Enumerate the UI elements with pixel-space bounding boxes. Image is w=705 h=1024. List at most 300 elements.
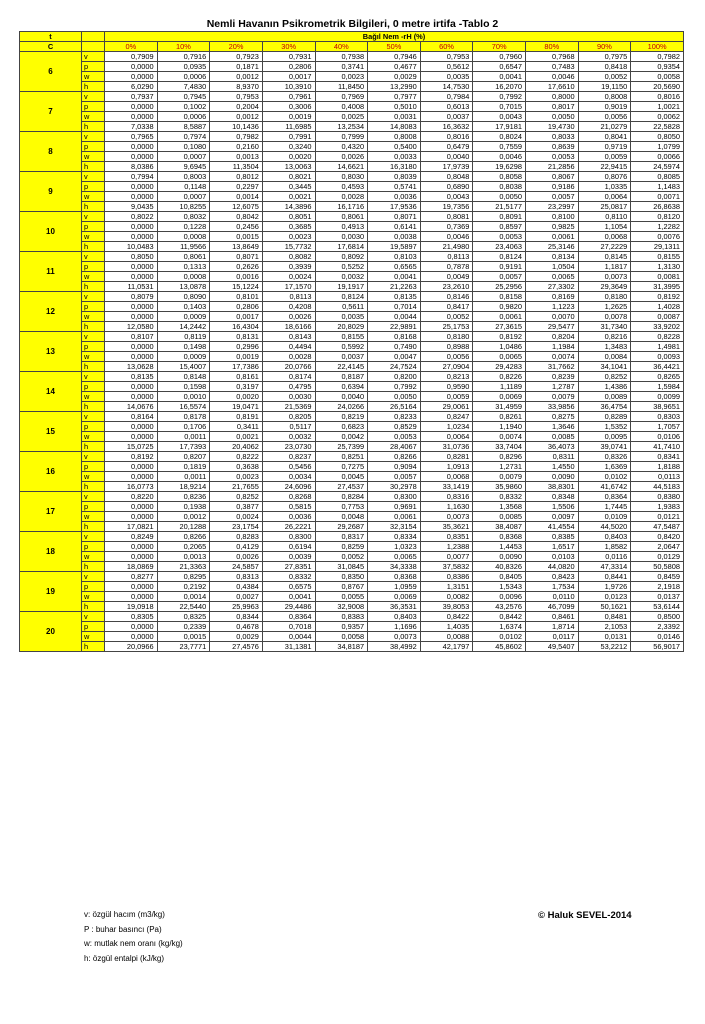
table-cell: 20,8029: [315, 322, 368, 332]
table-cell: 0,0082: [420, 592, 473, 602]
table-cell: 0,0041: [262, 592, 315, 602]
table-cell: 36,3531: [368, 602, 421, 612]
table-cell: 20,1288: [157, 522, 210, 532]
table-cell: 0,0030: [262, 392, 315, 402]
table-cell: 0,0146: [631, 632, 684, 642]
table-cell: 0,8300: [368, 492, 421, 502]
table-row: [20, 322, 684, 332]
table-cell: 0,8441: [578, 572, 631, 582]
table-cell: 0,0000: [105, 392, 158, 402]
table-cell: 0,0009: [157, 352, 210, 362]
table-cell: 13,0878: [157, 282, 210, 292]
table-cell: 0,9019: [578, 102, 631, 112]
table-cell: 0,4208: [262, 302, 315, 312]
table-cell: 0,8016: [420, 132, 473, 142]
table-cell: 0,8213: [420, 372, 473, 382]
table-cell: 0,0035: [315, 312, 368, 322]
table-cell: 0,0046: [420, 232, 473, 242]
table-cell: 19,6298: [473, 162, 526, 172]
variable-label: h: [82, 242, 105, 252]
table-cell: 1,3483: [578, 342, 631, 352]
table-cell: 0,8180: [578, 292, 631, 302]
table-row: [20, 262, 684, 272]
table-row: [20, 592, 684, 602]
table-cell: 0,0059: [578, 152, 631, 162]
variable-label: p: [82, 222, 105, 232]
table-cell: 1,8582: [578, 542, 631, 552]
table-cell: 31,4959: [473, 402, 526, 412]
table-cell: 0,8459: [631, 572, 684, 582]
header-percent: 100%: [631, 42, 684, 52]
table-cell: 0,0110: [526, 592, 579, 602]
table-cell: 0,0017: [210, 312, 263, 322]
table-cell: 34,8187: [315, 642, 368, 652]
legend-item: P : buhar basıncı (Pa): [84, 924, 162, 934]
table-cell: 0,0090: [473, 552, 526, 562]
table-cell: 0,7931: [262, 52, 315, 62]
table-cell: 2,0647: [631, 542, 684, 552]
table-cell: 0,6394: [315, 382, 368, 392]
table-cell: 19,7356: [420, 202, 473, 212]
table-cell: 0,8174: [262, 372, 315, 382]
table-cell: 0,0019: [262, 112, 315, 122]
table-cell: 0,8012: [210, 172, 263, 182]
table-cell: 0,9186: [526, 182, 579, 192]
table-cell: 0,0012: [210, 72, 263, 82]
table-cell: 0,7369: [420, 222, 473, 232]
header-percent: 40%: [315, 42, 368, 52]
table-cell: 0,2996: [210, 342, 263, 352]
table-cell: 0,9825: [526, 222, 579, 232]
variable-label: v: [82, 332, 105, 342]
table-cell: 29,4283: [473, 362, 526, 372]
table-cell: 0,8313: [210, 572, 263, 582]
table-cell: 44,0820: [526, 562, 579, 572]
table-cell: 0,0000: [105, 542, 158, 552]
table-cell: 19,1150: [578, 82, 631, 92]
table-cell: 30,2978: [368, 482, 421, 492]
table-cell: 21,3363: [157, 562, 210, 572]
table-cell: 36,4073: [526, 442, 579, 452]
table-cell: 0,9094: [368, 462, 421, 472]
table-cell: 1,7057: [631, 422, 684, 432]
table-cell: 29,1311: [631, 242, 684, 252]
table-cell: 53,2212: [578, 642, 631, 652]
table-cell: 10,1436: [210, 122, 263, 132]
table-cell: 0,0069: [473, 392, 526, 402]
table-cell: 0,7999: [315, 132, 368, 142]
table-cell: 1,0234: [420, 422, 473, 432]
table-cell: 16,3180: [368, 162, 421, 172]
variable-label: v: [82, 492, 105, 502]
variable-label: h: [82, 322, 105, 332]
table-cell: 0,0000: [105, 462, 158, 472]
table-cell: 1,1054: [578, 222, 631, 232]
table-cell: 19,1917: [315, 282, 368, 292]
table-cell: 0,8146: [420, 292, 473, 302]
table-cell: 0,0076: [631, 232, 684, 242]
table-cell: 23,2997: [526, 202, 579, 212]
table-cell: 0,0068: [578, 232, 631, 242]
table-cell: 0,0000: [105, 432, 158, 442]
header-percent: 70%: [473, 42, 526, 52]
header-percent: 10%: [157, 42, 210, 52]
table-cell: 0,8350: [315, 572, 368, 582]
table-cell: 1,5352: [578, 422, 631, 432]
table-cell: 0,8418: [578, 62, 631, 72]
table-cell: 0,8266: [157, 532, 210, 542]
table-cell: 0,0050: [526, 112, 579, 122]
table-cell: 13,8649: [210, 242, 263, 252]
table-cell: 1,3568: [473, 502, 526, 512]
table-cell: 0,0000: [105, 582, 158, 592]
table-cell: 0,5252: [315, 262, 368, 272]
table-cell: 0,7982: [631, 52, 684, 62]
table-cell: 0,8021: [262, 172, 315, 182]
table-cell: 0,0053: [473, 232, 526, 242]
table-cell: 0,2626: [210, 262, 263, 272]
table-cell: 0,7969: [315, 92, 368, 102]
variable-label: w: [82, 352, 105, 362]
table-cell: 0,0011: [157, 432, 210, 442]
table-row: [20, 272, 684, 282]
table-cell: 0,0057: [473, 272, 526, 282]
table-cell: 24,6096: [262, 482, 315, 492]
table-cell: 0,0024: [210, 512, 263, 522]
table-cell: 0,8251: [315, 452, 368, 462]
table-cell: 47,5487: [631, 522, 684, 532]
table-cell: 16,0773: [105, 482, 158, 492]
table-cell: 50,5808: [631, 562, 684, 572]
table-cell: 0,8403: [578, 532, 631, 542]
table-cell: 25,2956: [473, 282, 526, 292]
table-cell: 0,8341: [631, 452, 684, 462]
temperature-cell: 9: [20, 172, 82, 212]
table-cell: 0,0025: [315, 112, 368, 122]
table-cell: 0,6479: [420, 142, 473, 152]
table-cell: 0,8200: [368, 372, 421, 382]
table-row: [20, 102, 684, 112]
table-cell: 0,8076: [578, 172, 631, 182]
temperature-cell: 13: [20, 332, 82, 372]
temperature-cell: 19: [20, 572, 82, 612]
table-cell: 0,0000: [105, 182, 158, 192]
psychrometric-table: [19, 31, 684, 652]
table-row: [20, 52, 684, 62]
table-cell: 46,7099: [526, 602, 579, 612]
table-cell: 0,0088: [420, 632, 473, 642]
table-cell: 0,0103: [526, 552, 579, 562]
table-cell: 0,1313: [157, 262, 210, 272]
table-cell: 1,1483: [631, 182, 684, 192]
variable-label: h: [82, 202, 105, 212]
table-cell: 0,4795: [262, 382, 315, 392]
table-row: [20, 192, 684, 202]
table-cell: 0,4593: [315, 182, 368, 192]
header-percent: 30%: [262, 42, 315, 52]
table-cell: 27,2229: [578, 242, 631, 252]
table-cell: 0,8305: [105, 612, 158, 622]
table-cell: 0,8481: [578, 612, 631, 622]
table-cell: 0,0052: [578, 72, 631, 82]
table-cell: 0,0000: [105, 382, 158, 392]
table-cell: 0,8500: [631, 612, 684, 622]
table-cell: 11,8450: [315, 82, 368, 92]
table-cell: 0,8228: [631, 332, 684, 342]
table-cell: 0,8252: [578, 372, 631, 382]
table-cell: 0,0023: [262, 232, 315, 242]
table-cell: 0,8024: [473, 132, 526, 142]
table-cell: 0,5612: [420, 62, 473, 72]
table-cell: 0,8317: [315, 532, 368, 542]
table-cell: 0,8417: [420, 302, 473, 312]
table-cell: 10,0483: [105, 242, 158, 252]
table-cell: 25,9963: [210, 602, 263, 612]
table-cell: 17,9181: [473, 122, 526, 132]
table-cell: 20,5690: [631, 82, 684, 92]
table-cell: 0,4384: [210, 582, 263, 592]
table-cell: 0,3006: [262, 102, 315, 112]
table-cell: 0,0117: [526, 632, 579, 642]
legend-item: h: özgül entalpi (kJ/kg): [84, 953, 165, 963]
table-cell: 0,8158: [473, 292, 526, 302]
header-blank: [82, 42, 105, 52]
table-cell: 0,7961: [262, 92, 315, 102]
table-cell: 0,0036: [368, 192, 421, 202]
table-cell: 0,0021: [262, 192, 315, 202]
table-row: [20, 212, 684, 222]
table-cell: 0,8289: [578, 412, 631, 422]
table-cell: 0,5992: [315, 342, 368, 352]
table-cell: 0,0027: [210, 592, 263, 602]
table-cell: 0,8295: [157, 572, 210, 582]
table-cell: 20,4062: [210, 442, 263, 452]
table-cell: 0,8325: [157, 612, 210, 622]
header-percent: 90%: [578, 42, 631, 52]
table-cell: 0,8143: [262, 332, 315, 342]
table-cell: 0,0116: [578, 552, 631, 562]
table-cell: 0,8067: [526, 172, 579, 182]
table-cell: 24,5974: [631, 162, 684, 172]
table-cell: 1,0799: [631, 142, 684, 152]
table-cell: 0,0079: [526, 392, 579, 402]
table-cell: 41,7410: [631, 442, 684, 452]
table-row: [20, 62, 684, 72]
table-cell: 1,0504: [526, 262, 579, 272]
table-cell: 8,9370: [210, 82, 263, 92]
table-cell: 0,8085: [631, 172, 684, 182]
variable-label: v: [82, 212, 105, 222]
table-row: [20, 342, 684, 352]
table-cell: 0,8247: [420, 412, 473, 422]
table-cell: 0,2456: [210, 222, 263, 232]
table-cell: 0,8148: [157, 372, 210, 382]
table-cell: 1,5343: [473, 582, 526, 592]
header-c: C: [20, 42, 82, 52]
table-cell: 0,0084: [578, 352, 631, 362]
variable-label: p: [82, 622, 105, 632]
table-row: [20, 632, 684, 642]
table-cell: 27,0904: [420, 362, 473, 372]
table-cell: 1,4386: [578, 382, 631, 392]
table-cell: 0,8192: [631, 292, 684, 302]
table-row: [20, 242, 684, 252]
table-cell: 18,9214: [157, 482, 210, 492]
table-cell: 0,0011: [157, 472, 210, 482]
table-cell: 0,8178: [157, 412, 210, 422]
table-cell: 21,2856: [526, 162, 579, 172]
table-cell: 0,8277: [105, 572, 158, 582]
table-cell: 0,8032: [157, 212, 210, 222]
table-cell: 0,0012: [157, 512, 210, 522]
table-cell: 21,5369: [262, 402, 315, 412]
table-cell: 0,8220: [105, 492, 158, 502]
header-percent: 50%: [368, 42, 421, 52]
table-cell: 36,4421: [631, 362, 684, 372]
table-cell: 0,7916: [157, 52, 210, 62]
table-cell: 0,3877: [210, 502, 263, 512]
table-cell: 0,8134: [526, 252, 579, 262]
table-cell: 0,8303: [631, 412, 684, 422]
table-cell: 0,3240: [262, 142, 315, 152]
table-row: [20, 572, 684, 582]
variable-label: v: [82, 292, 105, 302]
table-cell: 33,7404: [473, 442, 526, 452]
header-percent: 0%: [105, 42, 158, 52]
variable-label: p: [82, 262, 105, 272]
table-cell: 0,6013: [420, 102, 473, 112]
table-cell: 11,9566: [157, 242, 210, 252]
table-cell: 0,8344: [210, 612, 263, 622]
table-cell: 0,7992: [368, 382, 421, 392]
table-row: [20, 502, 684, 512]
table-cell: 14,6621: [315, 162, 368, 172]
table-cell: 0,7490: [368, 342, 421, 352]
table-row: [20, 142, 684, 152]
variable-label: w: [82, 152, 105, 162]
table-cell: 0,4320: [315, 142, 368, 152]
table-cell: 0,8061: [315, 212, 368, 222]
table-cell: 0,7965: [105, 132, 158, 142]
table-cell: 0,0050: [368, 392, 421, 402]
table-cell: 0,0053: [368, 432, 421, 442]
table-row: [20, 442, 684, 452]
table-cell: 0,4008: [315, 102, 368, 112]
table-cell: 0,0010: [157, 392, 210, 402]
header-percent: 60%: [420, 42, 473, 52]
table-cell: 0,6890: [420, 182, 473, 192]
table-cell: 0,0023: [315, 72, 368, 82]
table-cell: 0,7015: [473, 102, 526, 112]
table-cell: 0,8030: [315, 172, 368, 182]
table-cell: 1,3130: [631, 262, 684, 272]
table-cell: 0,5611: [315, 302, 368, 312]
table-cell: 0,7992: [473, 92, 526, 102]
table-cell: 1,8714: [526, 622, 579, 632]
table-cell: 0,1871: [210, 62, 263, 72]
table-cell: 0,7483: [526, 62, 579, 72]
table-cell: 56,9017: [631, 642, 684, 652]
table-cell: 35,9860: [473, 482, 526, 492]
table-cell: 0,0000: [105, 312, 158, 322]
table-cell: 0,8351: [420, 532, 473, 542]
table-row: [20, 602, 684, 612]
table-cell: 0,8071: [210, 252, 263, 262]
table-cell: 0,3445: [262, 182, 315, 192]
variable-label: v: [82, 252, 105, 262]
table-cell: 0,2160: [210, 142, 263, 152]
table-cell: 0,8107: [105, 332, 158, 342]
table-cell: 0,0065: [368, 552, 421, 562]
table-cell: 0,0061: [526, 232, 579, 242]
table-cell: 0,0043: [473, 112, 526, 122]
table-cell: 0,8082: [262, 252, 315, 262]
variable-label: w: [82, 72, 105, 82]
table-cell: 0,0123: [578, 592, 631, 602]
table-cell: 0,8101: [210, 292, 263, 302]
variable-label: w: [82, 512, 105, 522]
table-cell: 0,8380: [631, 492, 684, 502]
table-cell: 0,0074: [526, 352, 579, 362]
table-cell: 0,7014: [368, 302, 421, 312]
table-cell: 1,5984: [631, 382, 684, 392]
table-cell: 0,8226: [473, 372, 526, 382]
table-cell: 12,6075: [210, 202, 263, 212]
table-cell: 0,5400: [368, 142, 421, 152]
variable-label: p: [82, 502, 105, 512]
table-cell: 29,5477: [526, 322, 579, 332]
table-cell: 0,8239: [526, 372, 579, 382]
table-cell: 0,1498: [157, 342, 210, 352]
table-cell: 0,0064: [420, 432, 473, 442]
table-cell: 0,7923: [210, 52, 263, 62]
table-cell: 0,0038: [368, 232, 421, 242]
table-cell: 38,4992: [368, 642, 421, 652]
table-cell: 0,6194: [262, 542, 315, 552]
table-row: [20, 82, 684, 92]
table-cell: 34,1041: [578, 362, 631, 372]
table-cell: 33,9202: [631, 322, 684, 332]
table-cell: 27,3302: [526, 282, 579, 292]
table-cell: 0,0014: [210, 192, 263, 202]
table-cell: 29,4486: [262, 602, 315, 612]
table-row: [20, 532, 684, 542]
table-cell: 0,7977: [368, 92, 421, 102]
table-cell: 0,8016: [631, 92, 684, 102]
table-cell: 15,1224: [210, 282, 263, 292]
table-cell: 18,0869: [105, 562, 158, 572]
table-cell: 0,0061: [368, 512, 421, 522]
table-row: [20, 522, 684, 532]
table-cell: 0,0068: [420, 472, 473, 482]
table-cell: 15,7732: [262, 242, 315, 252]
table-cell: 0,7018: [262, 622, 315, 632]
table-cell: 0,8145: [578, 252, 631, 262]
legend-item: v: özgül hacım (m3/kg): [84, 910, 165, 919]
table-cell: 27,3615: [473, 322, 526, 332]
table-row: [20, 512, 684, 522]
table-cell: 53,6144: [631, 602, 684, 612]
table-cell: 0,0006: [157, 72, 210, 82]
variable-label: w: [82, 432, 105, 442]
table-cell: 0,8113: [262, 292, 315, 302]
table-cell: 1,9726: [578, 582, 631, 592]
variable-label: v: [82, 452, 105, 462]
table-cell: 0,0000: [105, 472, 158, 482]
table-cell: 1,2282: [631, 222, 684, 232]
table-row: [20, 292, 684, 302]
variable-label: w: [82, 272, 105, 282]
